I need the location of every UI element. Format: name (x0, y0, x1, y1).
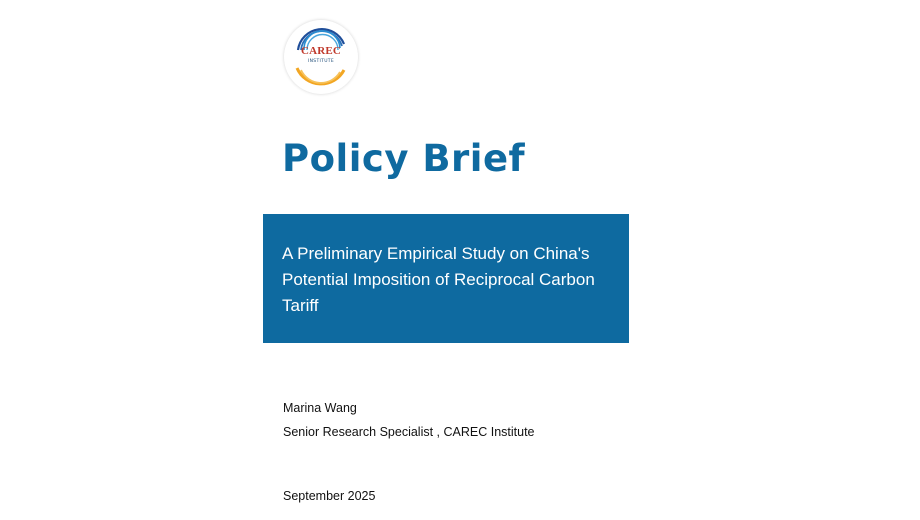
author-name: Marina Wang (283, 401, 357, 415)
logo-subtitle: INSTITUTE (308, 59, 334, 64)
carec-institute-logo (284, 20, 358, 94)
publication-date: September 2025 (283, 489, 376, 503)
logo-arcs-icon (284, 20, 358, 94)
document-title: A Preliminary Empirical Study on China's Potential Imposition of Reciprocal Carbon Tariff (282, 244, 595, 315)
document-type-title: Policy Brief (282, 137, 526, 180)
logo-wordmark: CAREC (300, 45, 342, 57)
title-banner (263, 214, 629, 343)
author-role: Senior Research Specialist , CAREC Institute (283, 425, 535, 439)
